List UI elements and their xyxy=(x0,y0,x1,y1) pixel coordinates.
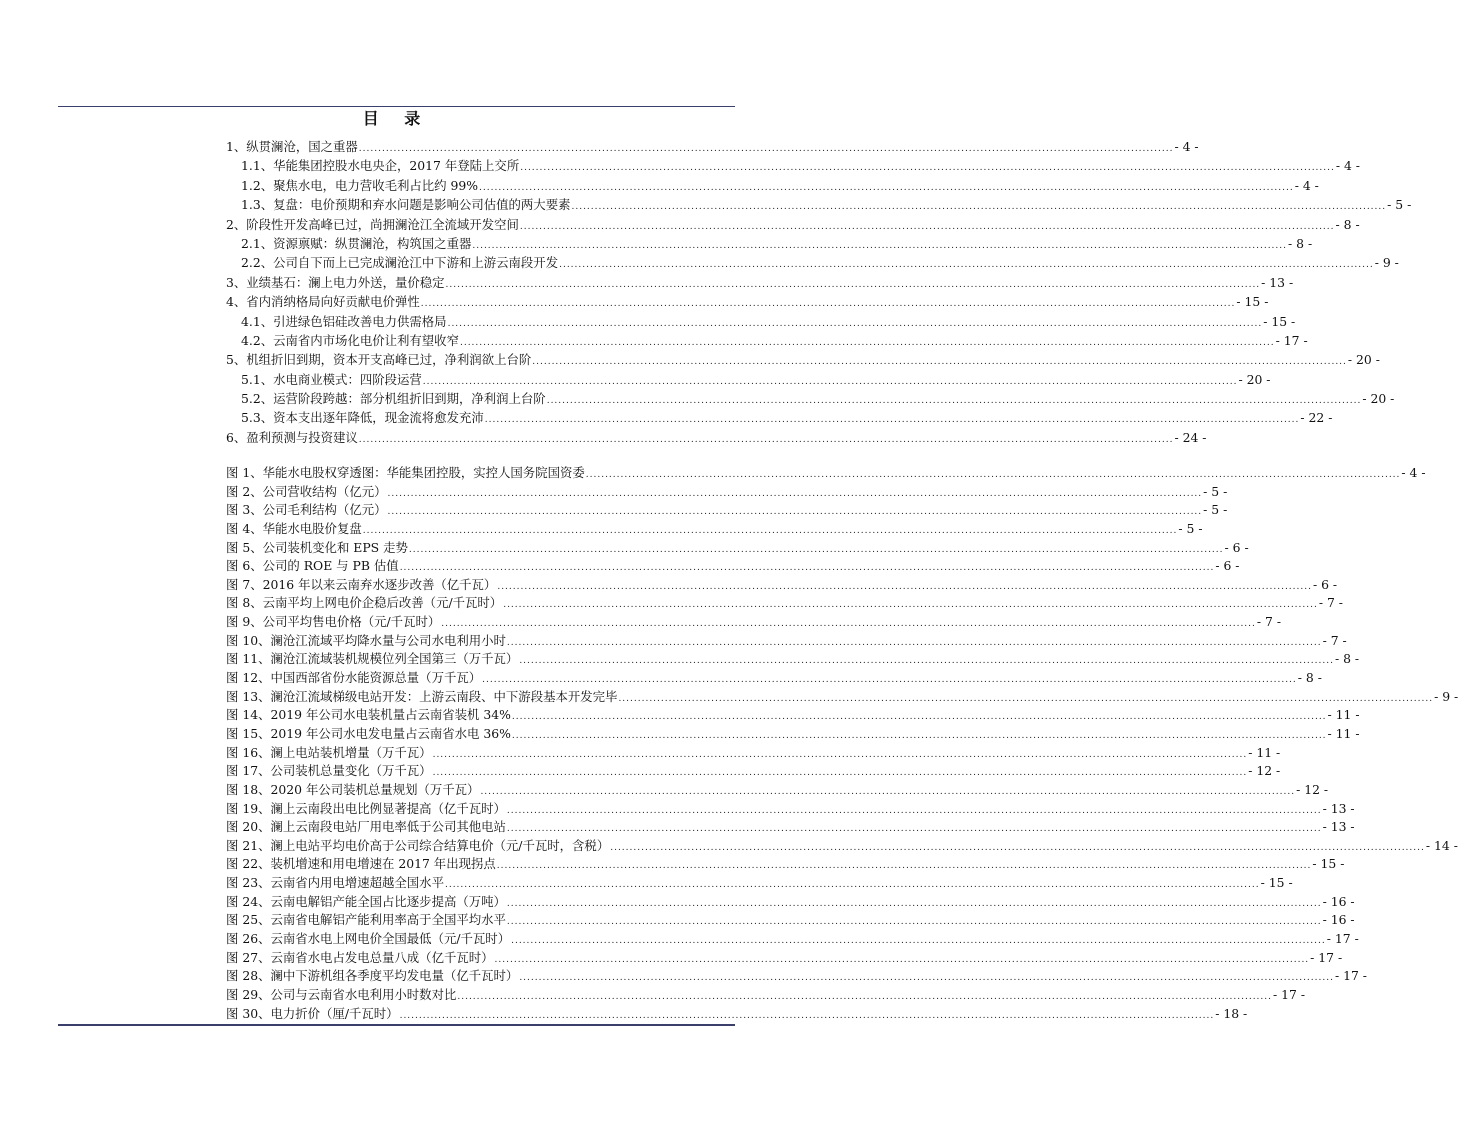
dot-leader xyxy=(448,315,1263,334)
dot-leader xyxy=(559,256,1374,275)
figure-entry-page-number: - 11 - xyxy=(1327,707,1360,723)
figure-entry[interactable] xyxy=(226,781,1329,800)
figure-entry-text: 图 6、公司的 ROE 与 PB 估值 xyxy=(226,558,399,574)
figure-entry-page-number: - 17 - xyxy=(1334,968,1367,984)
dot-leader xyxy=(610,839,1425,858)
figure-entry-page-number: - 12 - xyxy=(1248,763,1281,779)
figure-entry-text: 图 24、云南电解铝产能全国占比逐步提高（万吨） xyxy=(226,893,506,909)
dot-leader xyxy=(457,988,1272,1007)
dot-leader xyxy=(519,652,1334,671)
figure-entry[interactable] xyxy=(226,855,1345,874)
figure-entry-text: 图 8、云南平均上网电价企稳后改善（元/千瓦时） xyxy=(226,595,503,611)
dot-leader xyxy=(479,179,1294,198)
toc-entry-page-number: - 22 - xyxy=(1300,410,1333,426)
figure-entry-text: 图 17、公司装机总量变化（万千瓦） xyxy=(226,763,432,779)
figure-entry[interactable] xyxy=(226,576,1338,595)
table-of-contents xyxy=(226,137,1412,447)
toc-entry-text: 4.1、引进绿色铝硅改善电力供需格局 xyxy=(241,313,447,329)
dot-leader xyxy=(507,634,1322,653)
figure-entry-page-number: - 13 - xyxy=(1322,800,1355,816)
toc-entry-page-number: - 15 - xyxy=(1236,294,1269,310)
figure-entry-page-number: - 6 - xyxy=(1224,539,1249,555)
toc-entry-text: 3、业绩基石：澜上电力外送，量价稳定 xyxy=(226,274,445,290)
toc-entry-page-number: - 15 - xyxy=(1263,313,1296,329)
figure-entry[interactable] xyxy=(226,837,1458,856)
figure-entry[interactable] xyxy=(226,688,1458,707)
figure-entry[interactable] xyxy=(226,706,1360,725)
dot-leader xyxy=(507,802,1322,821)
toc-entry[interactable] xyxy=(226,156,1360,175)
dot-leader xyxy=(511,932,1326,951)
dot-leader xyxy=(445,876,1260,895)
figure-entry-page-number: - 15 - xyxy=(1260,875,1293,891)
toc-entry[interactable] xyxy=(226,137,1199,156)
dot-leader xyxy=(446,276,1261,295)
figure-entry-text: 图 13、澜沧江流域梯级电站开发：上游云南段、中下游段基本开发完毕 xyxy=(226,688,618,704)
dot-leader xyxy=(512,727,1327,746)
toc-entry-text: 4.2、云南省内市场化电价让利有望收窄 xyxy=(241,332,459,348)
toc-entry-page-number: - 8 - xyxy=(1288,235,1313,251)
dot-leader xyxy=(503,596,1318,615)
figure-entry-page-number: - 8 - xyxy=(1334,651,1360,667)
figure-entry-page-number: - 14 - xyxy=(1425,837,1458,853)
toc-entry-text: 4、省内消纳格局向好贡献电价弹性 xyxy=(226,294,420,310)
toc-entry[interactable] xyxy=(226,350,1380,369)
dot-leader xyxy=(433,746,1248,765)
dot-leader xyxy=(547,392,1362,411)
dot-leader xyxy=(388,503,1203,522)
figure-entry[interactable] xyxy=(226,967,1367,986)
figure-entry-text: 图 30、电力折价（厘/千瓦时） xyxy=(226,1005,399,1021)
figure-entry-page-number: - 13 - xyxy=(1322,819,1355,835)
figure-entry-page-number: - 8 - xyxy=(1297,670,1322,686)
figure-entry[interactable] xyxy=(226,539,1249,558)
figure-entry[interactable] xyxy=(226,632,1347,651)
figure-entry-page-number: - 4 - xyxy=(1401,465,1426,480)
figure-entry[interactable] xyxy=(226,986,1306,1005)
figure-entry-text: 图 3、公司毛利结构（亿元） xyxy=(226,502,387,518)
dot-leader xyxy=(400,1007,1215,1026)
figure-entry[interactable] xyxy=(226,501,1228,520)
dot-leader xyxy=(359,431,1174,450)
figure-entry-page-number: - 15 - xyxy=(1312,856,1345,872)
figure-entry[interactable] xyxy=(226,483,1228,502)
toc-entry-text: 6、盈利预测与投资建议 xyxy=(226,429,358,445)
toc-entry-page-number: - 4 - xyxy=(1294,177,1319,193)
dot-leader xyxy=(512,708,1327,727)
figure-entry-page-number: - 5 - xyxy=(1203,483,1228,499)
dot-leader xyxy=(571,198,1386,217)
dot-leader xyxy=(421,295,1236,314)
figure-entry-page-number: - 5 - xyxy=(1203,502,1228,518)
figure-entry-page-number: - 9 - xyxy=(1434,688,1458,704)
figure-entry-text: 图 4、华能水电股价复盘 xyxy=(226,520,362,536)
figure-entry-text: 图 10、澜沧江流域平均降水量与公司水电利用小时 xyxy=(226,632,506,648)
figure-entry-text: 图 23、云南省内用电增速超越全国水平 xyxy=(226,875,444,891)
toc-entry[interactable] xyxy=(226,292,1269,311)
figure-entry-text: 图 22、装机增速和用电增速在 2017 年出现拐点 xyxy=(226,856,496,872)
figure-entry-text: 图 18、2020 年公司装机总量规划（万千瓦） xyxy=(226,781,480,797)
dot-leader xyxy=(520,218,1335,237)
figure-entry[interactable] xyxy=(226,650,1360,669)
figure-entry-text: 图 5、公司装机变化和 EPS 走势 xyxy=(226,539,408,555)
figure-entry-text: 图 2、公司营收结构（亿元） xyxy=(226,483,387,499)
dot-leader xyxy=(409,541,1224,560)
footer-rule xyxy=(58,1024,735,1026)
toc-entry[interactable] xyxy=(226,215,1360,234)
dot-leader xyxy=(363,522,1178,541)
figure-entry-page-number: - 6 - xyxy=(1215,558,1240,574)
figure-entry-page-number: - 7 - xyxy=(1318,595,1343,611)
toc-entry-text: 5、机组折旧到期，资本开支高峰已过，净利润欲上台阶 xyxy=(226,352,532,368)
figure-entry-page-number: - 12 - xyxy=(1296,781,1329,797)
figure-entry-page-number: - 7 - xyxy=(1256,614,1282,630)
toc-entry-page-number: - 24 - xyxy=(1174,429,1207,445)
toc-entry-text: 5.1、水电商业模式：四阶段运营 xyxy=(241,371,422,387)
dot-leader xyxy=(433,764,1248,783)
figure-entry[interactable] xyxy=(226,818,1355,837)
dot-leader xyxy=(497,857,1312,876)
toc-entry-page-number: - 5 - xyxy=(1387,197,1412,213)
dot-leader xyxy=(507,895,1322,914)
toc-entry[interactable] xyxy=(226,195,1412,214)
dot-leader xyxy=(507,820,1322,839)
dot-leader xyxy=(586,466,1401,485)
figure-entry-page-number: - 18 - xyxy=(1215,1005,1248,1021)
page-title: 目 录 xyxy=(362,109,431,128)
figure-entry[interactable] xyxy=(226,800,1355,819)
figure-entry[interactable] xyxy=(226,893,1355,912)
toc-entry-text: 5.3、资本支出逐年降低，现金流将愈发充沛 xyxy=(241,410,484,426)
figure-entry[interactable] xyxy=(226,874,1293,893)
dot-leader xyxy=(520,159,1335,178)
toc-entry-page-number: - 4 - xyxy=(1335,158,1360,174)
header-rule xyxy=(58,106,735,107)
toc-entry-page-number: - 8 - xyxy=(1335,216,1360,232)
figure-entry[interactable] xyxy=(226,762,1281,781)
toc-entry-text: 1.3、复盘：电价预期和弃水问题是影响公司估值的两大要素 xyxy=(241,197,571,213)
toc-entry-page-number: - 20 - xyxy=(1347,352,1380,368)
toc-entry[interactable] xyxy=(226,176,1319,195)
dot-leader xyxy=(460,334,1275,353)
figure-entry-page-number: - 7 - xyxy=(1322,632,1347,648)
figure-entry-text: 图 11、澜沧江流域装机规模位列全国第三（万千瓦） xyxy=(226,651,519,667)
toc-entry[interactable] xyxy=(226,273,1294,292)
figure-entry-page-number: - 16 - xyxy=(1322,912,1355,928)
toc-entry-page-number: - 13 - xyxy=(1261,274,1294,290)
figure-entry-text: 图 28、澜中下游机组各季度平均发电量（亿千瓦时） xyxy=(226,968,519,984)
figure-entry-text: 图 14、2019 年公司水电装机量占云南省装机 34% xyxy=(226,707,511,723)
toc-entry-page-number: - 20 - xyxy=(1362,391,1395,407)
toc-entry-text: 2.2、公司自下而上已完成澜沧江中下游和上游云南段开发 xyxy=(241,255,559,271)
toc-entry[interactable] xyxy=(226,234,1313,253)
dot-leader xyxy=(532,353,1347,372)
figure-entry-text: 图 27、云南省水电占发电总量八成（亿千瓦时） xyxy=(226,949,494,965)
figure-entry[interactable] xyxy=(226,1005,1248,1024)
toc-entry-page-number: - 17 - xyxy=(1275,332,1308,348)
figure-entry-page-number: - 17 - xyxy=(1326,931,1359,947)
figure-entry[interactable] xyxy=(226,930,1359,949)
toc-entry[interactable] xyxy=(226,389,1395,408)
figure-entry[interactable] xyxy=(226,594,1343,613)
figure-entry-page-number: - 5 - xyxy=(1178,520,1203,536)
figure-entry-text: 图 16、澜上电站装机增量（万千瓦） xyxy=(226,744,432,760)
toc-entry-page-number: - 9 - xyxy=(1374,255,1399,271)
figure-entry-page-number: - 11 - xyxy=(1248,744,1281,760)
figure-entry-text: 图 19、澜上云南段出电比例显著提高（亿千瓦时） xyxy=(226,800,506,816)
figure-entry[interactable] xyxy=(226,949,1343,968)
figure-entry[interactable] xyxy=(226,557,1240,576)
toc-entry[interactable] xyxy=(226,331,1308,350)
figure-entry-text: 图 12、中国西部省份水能资源总量（万千瓦） xyxy=(226,670,482,686)
figure-entry-page-number: - 16 - xyxy=(1322,893,1355,909)
figure-entry[interactable] xyxy=(226,911,1355,930)
list-of-figures xyxy=(226,464,1458,1023)
dot-leader xyxy=(388,485,1203,504)
toc-entry-text: 1、纵贯澜沧，国之重器 xyxy=(226,139,358,154)
figure-entry[interactable] xyxy=(226,520,1203,539)
figure-entry-text: 图 1、华能水电股权穿透图：华能集团控股，实控人国务院国资委 xyxy=(226,465,585,480)
figure-entry-text: 图 21、澜上电站平均电价高于公司综合结算电价（元/千瓦时，含税） xyxy=(226,837,610,853)
dot-leader xyxy=(507,913,1322,932)
toc-entry[interactable] xyxy=(226,428,1207,447)
figure-entry-page-number: - 6 - xyxy=(1312,576,1338,592)
figure-entry-page-number: - 17 - xyxy=(1273,986,1306,1002)
figure-entry-text: 图 25、云南省电解铝产能利用率高于全国平均水平 xyxy=(226,912,506,928)
dot-leader xyxy=(441,615,1256,634)
toc-entry[interactable] xyxy=(226,408,1333,427)
figure-entry-page-number: - 17 - xyxy=(1310,949,1343,965)
dot-leader xyxy=(519,969,1334,988)
toc-entry-text: 2.1、资源禀赋：纵贯澜沧，构筑国之重器 xyxy=(241,235,472,251)
figure-entry-text: 图 29、公司与云南省水电利用小时数对比 xyxy=(226,986,457,1002)
dot-leader xyxy=(618,690,1433,709)
toc-entry[interactable] xyxy=(226,370,1271,389)
figure-entry-text: 图 7、2016 年以来云南弃水逐步改善（亿千瓦） xyxy=(226,576,497,592)
figure-entry-text: 图 20、澜上云南段电站厂用电率低于公司其他电站 xyxy=(226,819,506,835)
figure-entry[interactable] xyxy=(226,725,1360,744)
toc-entry-page-number: - 4 - xyxy=(1174,139,1199,154)
dot-leader xyxy=(480,783,1295,802)
toc-entry-text: 5.2、运营阶段跨越：部分机组折旧到期，净利润上台阶 xyxy=(241,391,546,407)
dot-leader xyxy=(495,951,1310,970)
figure-entry-text: 图 15、2019 年公司水电发电量占云南省水电 36% xyxy=(226,725,511,741)
toc-entry-page-number: - 20 - xyxy=(1238,371,1271,387)
figure-entry[interactable] xyxy=(226,744,1281,763)
toc-entry[interactable] xyxy=(226,312,1296,331)
figure-entry-text: 图 9、公司平均售电价格（元/千瓦时） xyxy=(226,614,441,630)
figure-entry[interactable] xyxy=(226,464,1426,483)
toc-entry-text: 1.2、聚焦水电，电力营收毛利占比约 99% xyxy=(241,177,479,193)
toc-entry-text: 2、阶段性开发高峰已过，尚拥澜沧江全流域开发空间 xyxy=(226,216,519,232)
figure-entry-page-number: - 11 - xyxy=(1327,725,1360,741)
figure-entry[interactable] xyxy=(226,669,1322,688)
toc-entry-text: 1.1、华能集团控股水电央企，2017 年登陆上交所 xyxy=(241,158,520,174)
figure-entry[interactable] xyxy=(226,613,1282,632)
dot-leader xyxy=(472,237,1287,256)
dot-leader xyxy=(400,559,1215,578)
toc-entry[interactable] xyxy=(226,253,1399,272)
figure-entry-text: 图 26、云南省水电上网电价全国最低（元/千瓦时） xyxy=(226,931,511,947)
dot-leader xyxy=(497,578,1312,597)
